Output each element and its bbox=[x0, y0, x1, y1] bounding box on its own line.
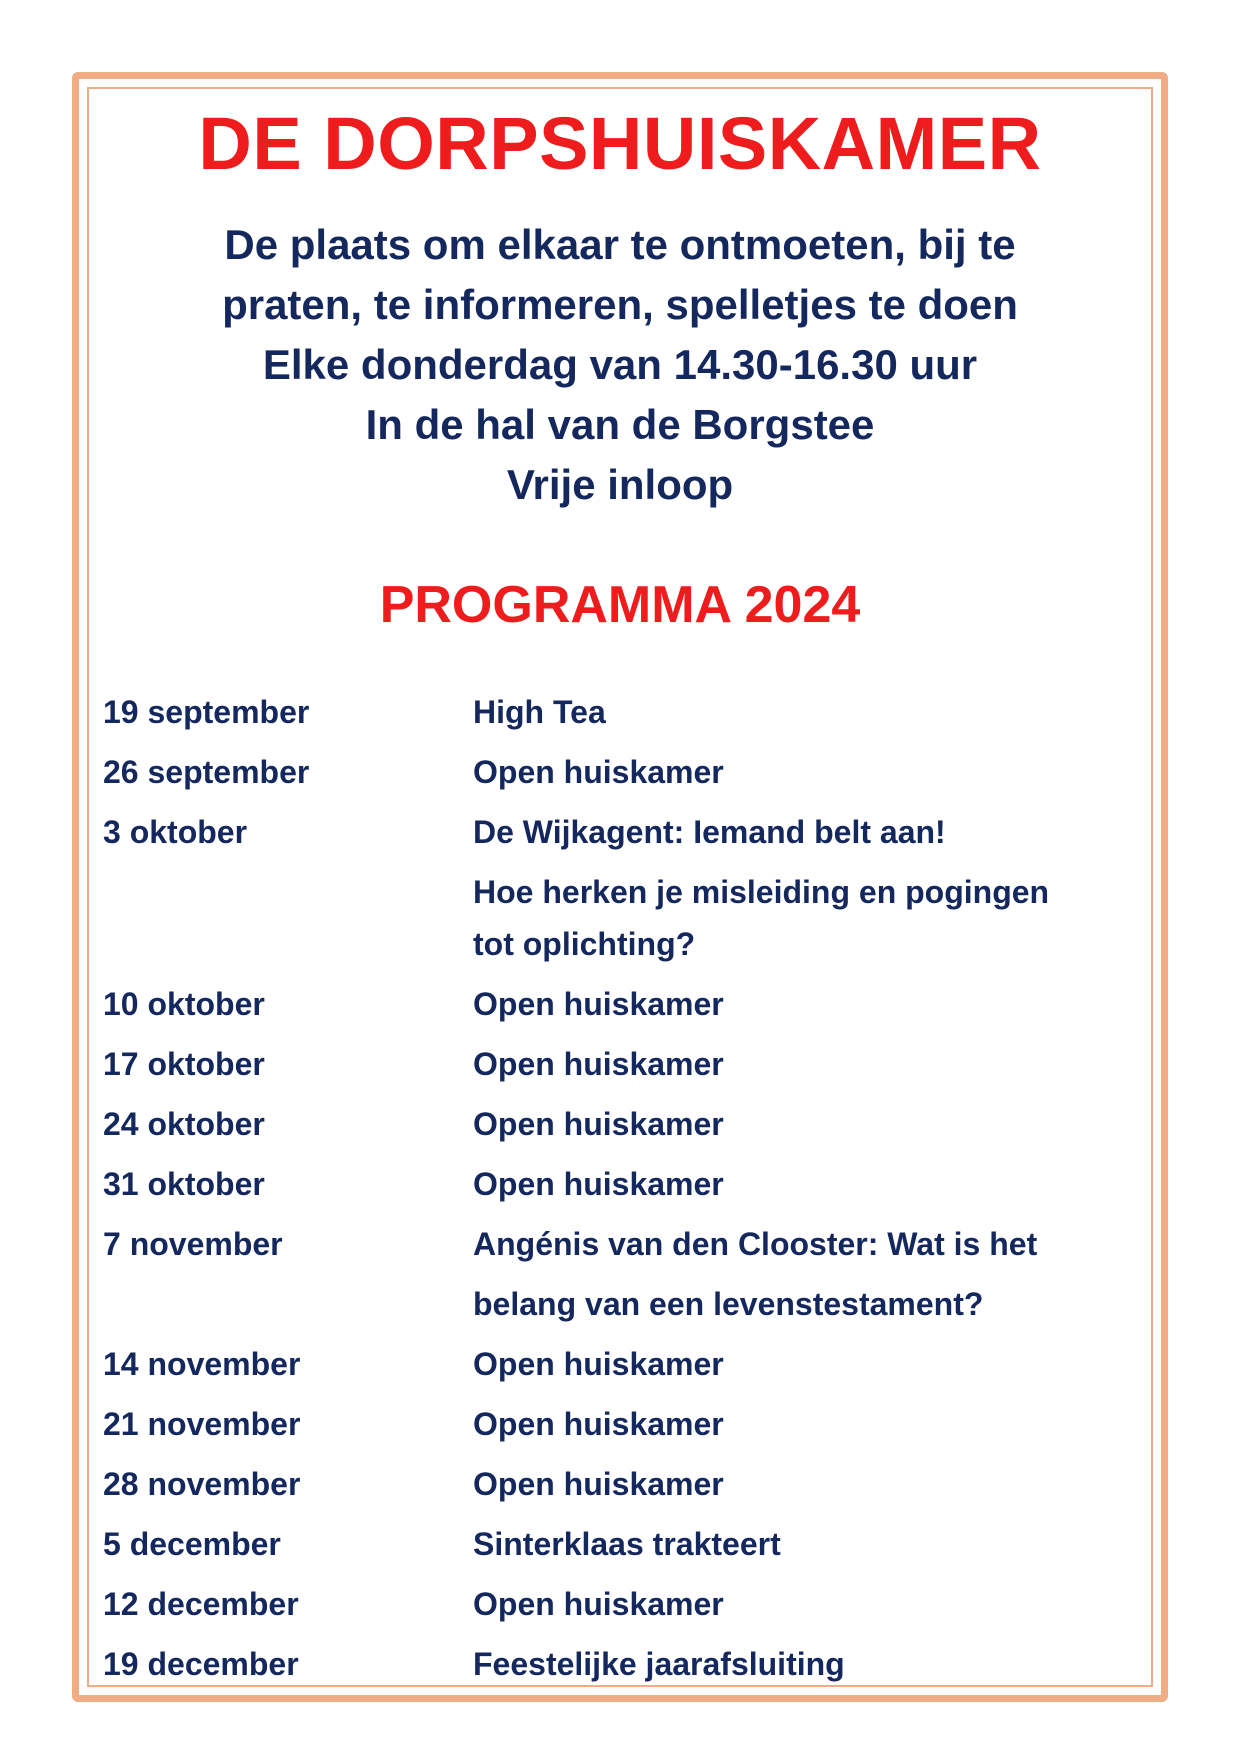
schedule-row bbox=[103, 1334, 1103, 1394]
schedule-event: tot oplichting? bbox=[473, 926, 696, 962]
schedule-event: belang van een levenstestament? bbox=[473, 1286, 984, 1322]
schedule-row bbox=[103, 862, 1103, 922]
schedule-date bbox=[103, 922, 473, 966]
schedule-event: Open huiskamer bbox=[473, 1466, 724, 1502]
schedule-date: 31 oktober bbox=[103, 1166, 265, 1202]
schedule-row bbox=[103, 1274, 1103, 1334]
schedule-row bbox=[103, 1634, 1103, 1694]
schedule-event: Feestelijke jaarafsluiting bbox=[473, 1646, 845, 1682]
schedule-event: Open huiskamer bbox=[473, 986, 724, 1022]
schedule-row bbox=[103, 974, 1103, 1034]
program-heading: PROGRAMMA 2024 bbox=[379, 576, 861, 634]
intro-line: praten, te informeren, spelletjes te doen bbox=[222, 281, 1018, 328]
page-title: DE DORPSHUISKAMER bbox=[198, 102, 1042, 185]
schedule-date: 5 december bbox=[103, 1526, 281, 1562]
schedule-event: Open huiskamer bbox=[473, 1586, 724, 1622]
schedule-date: 12 december bbox=[103, 1586, 299, 1622]
intro-text bbox=[0, 215, 1240, 515]
schedule-row bbox=[103, 802, 1103, 862]
schedule-row bbox=[103, 1454, 1103, 1514]
intro-line: In de hal van de Borgstee bbox=[365, 401, 875, 448]
schedule-row bbox=[103, 1034, 1103, 1094]
schedule-date: 19 september bbox=[103, 694, 310, 730]
program-schedule bbox=[103, 682, 1103, 1694]
schedule-row bbox=[103, 1214, 1103, 1274]
schedule-date: 21 november bbox=[103, 1406, 301, 1442]
schedule-event: Sinterklaas trakteert bbox=[473, 1526, 781, 1562]
schedule-event: Open huiskamer bbox=[473, 1046, 724, 1082]
schedule-date bbox=[103, 1282, 473, 1326]
schedule-row bbox=[103, 1514, 1103, 1574]
schedule-event: Open huiskamer bbox=[473, 1166, 724, 1202]
schedule-event: Angénis van den Clooster: Wat is het bbox=[473, 1226, 1038, 1262]
schedule-date: 17 oktober bbox=[103, 1046, 265, 1082]
schedule-date: 19 december bbox=[103, 1646, 299, 1682]
schedule-event: Hoe herken je misleiding en pogingen bbox=[473, 874, 1050, 910]
schedule-row bbox=[103, 1154, 1103, 1214]
schedule-event: High Tea bbox=[473, 694, 606, 730]
schedule-row bbox=[103, 1574, 1103, 1634]
schedule-event: De Wijkagent: Iemand belt aan! bbox=[473, 814, 946, 850]
intro-line: Vrije inloop bbox=[506, 461, 734, 508]
intro-line: De plaats om elkaar te ontmoeten, bij te bbox=[224, 221, 1016, 268]
schedule-date: 7 november bbox=[103, 1226, 283, 1262]
schedule-date: 28 november bbox=[103, 1466, 301, 1502]
schedule-row bbox=[103, 742, 1103, 802]
schedule-event: Open huiskamer bbox=[473, 1106, 724, 1142]
schedule-date: 24 oktober bbox=[103, 1106, 265, 1142]
schedule-row bbox=[103, 1394, 1103, 1454]
intro-line: Elke donderdag van 14.30-16.30 uur bbox=[262, 341, 978, 388]
schedule-date: 26 september bbox=[103, 754, 310, 790]
schedule-event: Open huiskamer bbox=[473, 1346, 724, 1382]
schedule-row bbox=[103, 1094, 1103, 1154]
schedule-date: 10 oktober bbox=[103, 986, 265, 1022]
schedule-row bbox=[103, 682, 1103, 742]
schedule-event: Open huiskamer bbox=[473, 754, 724, 790]
schedule-date: 14 november bbox=[103, 1346, 301, 1382]
schedule-date: 3 oktober bbox=[103, 814, 248, 850]
schedule-date bbox=[103, 870, 473, 914]
schedule-event: Open huiskamer bbox=[473, 1406, 724, 1442]
schedule-row bbox=[103, 922, 1103, 974]
